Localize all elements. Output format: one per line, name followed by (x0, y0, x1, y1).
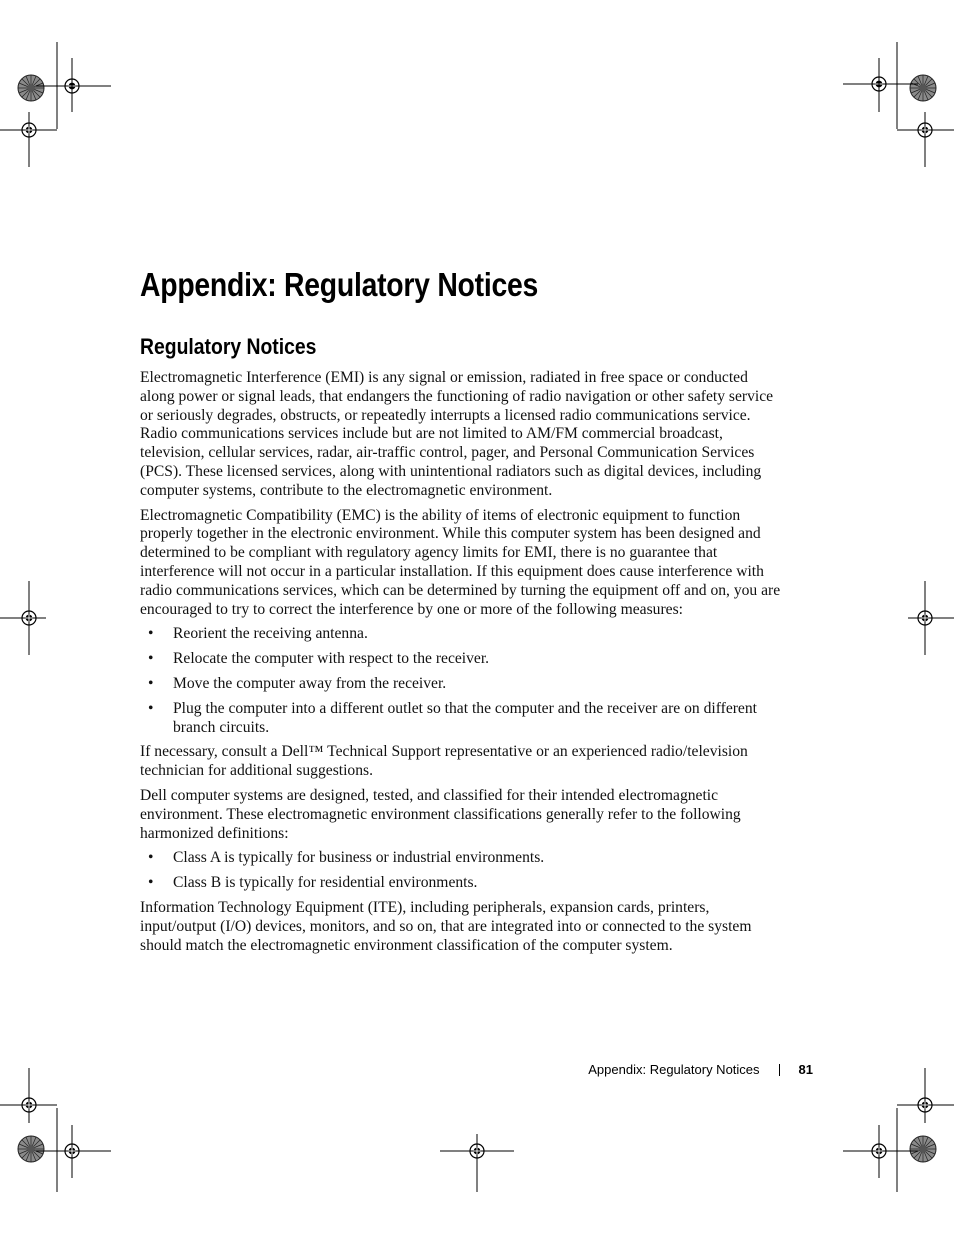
bullet: • (148, 625, 154, 643)
color-wheel-icon (18, 75, 44, 101)
bullet: • (148, 874, 154, 892)
bullet: • (148, 699, 154, 717)
measures-list (140, 625, 784, 737)
page-title: Appendix: Regulatory Notices (140, 266, 539, 303)
footer-section-title: Appendix: Regulatory Notices (588, 1062, 760, 1077)
page-footer (588, 1062, 813, 1077)
footer-divider (779, 1064, 780, 1076)
list-item: • Reorient the receiving antenna. (148, 625, 368, 643)
section-heading: Regulatory Notices (140, 334, 317, 359)
bullet: • (148, 849, 154, 867)
list-item: • Plug the computer into a different outlet so that the computer and the receiver are on different branch circuits. (148, 699, 757, 736)
list-item: • Relocate the computer with respect to the receiver. (148, 650, 490, 668)
list-item: • Class A is typically for business or industrial environments. (148, 849, 545, 867)
bullet: • (148, 650, 154, 668)
list-item: • Class B is typically for residential environments. (148, 874, 478, 892)
classes-list (140, 849, 784, 893)
paragraph-ite: Information Technology Equipment (ITE), including peripherals, expansion cards, printers, input/output (I/O) devices, monitors, and so on, that are integrated into or connected to the system should match the electromagnetic environment classification of the computer system. (140, 898, 752, 954)
list-item: • Move the computer away from the receiver. (148, 674, 447, 692)
paragraph-emc: Electromagnetic Compatibility (EMC) is the ability of items of electronic equipment to function properly together in the electronic environment. While this computer system has been designed and determined to be compliant with regulatory agency limits for EMI, there is no guarantee that interference will not occur in a particular installation. If this equipment does cause interference with radio communications services, which can be determined by turning the equipment off and on, you are encouraged to try to correct the interference by one or more of the following measures: (140, 506, 781, 618)
color-wheel-icon (910, 1136, 936, 1162)
paragraph-support: If necessary, consult a Dell™ Technical Support representative or an experienced radio/television technician for additional suggestions. (140, 743, 748, 780)
page-number: 81 (798, 1062, 813, 1077)
bullet: • (148, 674, 154, 692)
paragraph-emi: Electromagnetic Interference (EMI) is any signal or emission, radiated in free space or conducted along power or signal leads, that endangers the functioning of radio navigation or other safety service or seriously degrades, obstructs, or repeatedly interrupts a licensed radio communications service. Radio communications services include but are not limited to AM/FM commercial broadcast, television, cellular services, radar, air-traffic control, pager, and Personal Communication Services (PCS). These licensed services, along with unintentional radiators such as digital devices, including computer systems, contribute to the electromagnetic environment. (140, 369, 774, 499)
paragraph-classification: Dell computer systems are designed, tested, and classified for their intended electromagnetic environment. These electromagnetic environment classifications generally refer to the following harmonized definitions: (140, 786, 741, 842)
color-wheel-icon (18, 1136, 44, 1162)
body-text (140, 369, 784, 961)
color-wheel-icon (910, 75, 936, 101)
